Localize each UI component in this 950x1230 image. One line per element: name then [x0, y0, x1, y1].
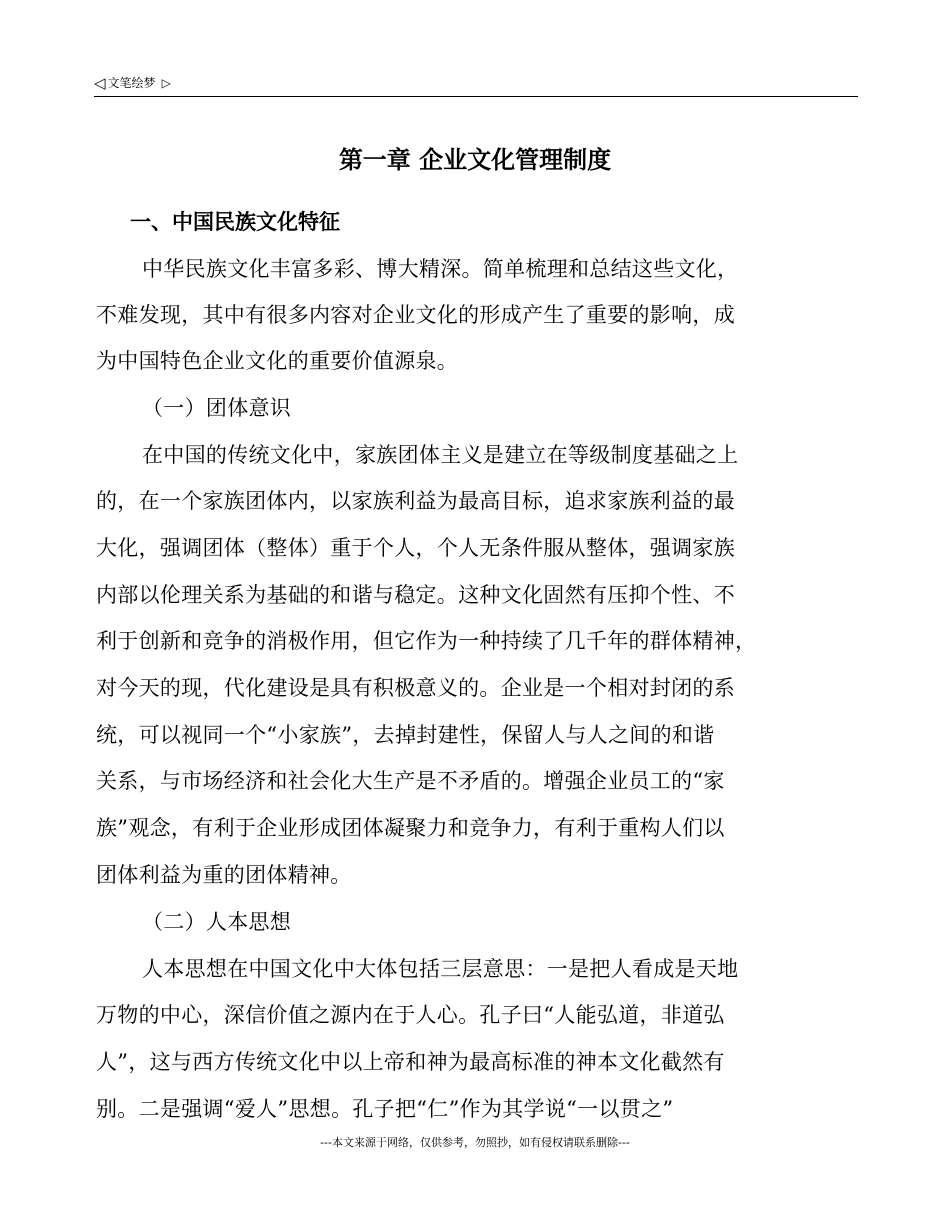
- paragraph-line: 利于创新和竞争的消极作用，但它作为一种持续了几千年的群体精神，: [96, 629, 757, 653]
- paragraph-line: 不难发现，其中有很多内容对企业文化的形成产生了重要的影响，成: [96, 303, 735, 327]
- header-brand-text: 文笔绘梦: [107, 76, 156, 90]
- paragraph-line: 关系，与市场经济和社会化大生产是不矛盾的。增强企业员工的“家: [96, 769, 725, 793]
- paragraph-line: 人”，这与西方传统文化中以上帝和神为最高标准的神本文化截然有: [96, 1050, 725, 1074]
- paragraph-line: 大化，强调团体（整体）重于个人，个人无条件服从整体，强调家族: [96, 536, 735, 560]
- triangle-left-icon: ◁: [94, 74, 106, 92]
- page-header: [94, 74, 858, 97]
- triangle-right-icon: ▷: [161, 76, 171, 90]
- paragraph-line: 族”观念，有利于企业形成团体凝聚力和竞争力，有利于重构人们以: [96, 816, 725, 840]
- paragraph-line: 别。二是强调“爱人”思想。孔子把“仁”作为其学说“一以贯之”: [96, 1097, 674, 1121]
- subsection-heading: （一）团体意识: [142, 396, 292, 420]
- paragraph-line: 在中国的传统文化中，家族团体主义是建立在等级制度基础之上: [142, 443, 739, 467]
- paragraph-line: 为中国特色企业文化的重要价值源泉。: [96, 349, 459, 373]
- paragraph-line: 团体利益为重的团体精神。: [96, 863, 352, 887]
- header-brand: [94, 74, 171, 92]
- paragraph-line: 人本思想在中国文化中大体包括三层意思：一是把人看成是天地: [142, 957, 739, 981]
- paragraph-line: 中华民族文化丰富多彩、博大精深。简单梳理和总结这些文化，: [142, 257, 739, 281]
- paragraph-line: 的，在一个家族团体内，以家族利益为最高目标，追求家族利益的最: [96, 489, 735, 513]
- paragraph-line: 统，可以视同一个“小家族”，去掉封建性，保留人与人之间的和谐: [96, 723, 715, 747]
- section-heading: 一、中国民族文化特征: [130, 210, 340, 234]
- paragraph-line: 对今天的现，代化建设是具有积极意义的。企业是一个相对封闭的系: [96, 676, 735, 700]
- paragraph-line: 内部以伦理关系为基础的和谐与稳定。这种文化固然有压抑个性、不: [96, 583, 735, 607]
- chapter-title: 第一章 企业文化管理制度: [338, 146, 612, 174]
- paragraph-line: 万物的中心，深信价值之源内在于人心。孔子曰“人能弘道，非道弘: [96, 1003, 725, 1027]
- footer-disclaimer: ---本文来源于网络，仅供参考，勿照抄，如有侵权请联系删除---: [320, 1136, 630, 1149]
- subsection-heading: （二）人本思想: [142, 910, 292, 934]
